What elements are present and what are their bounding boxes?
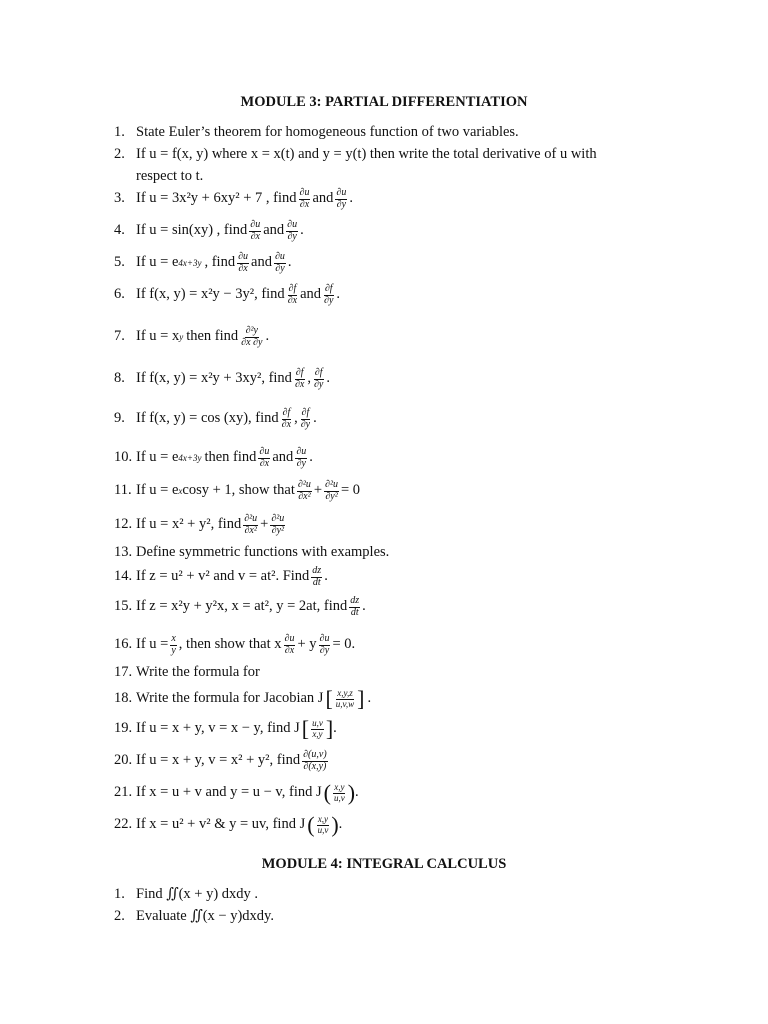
question-7: 7. If u = x y then find $\frac{\text{∂²y}}{\partial x \partial y}$ . xyxy=(114,325,270,348)
question-15: 15. If z = x²y + y²x, x = at², y = 2at, find $\frac{dz}{dt}$ . xyxy=(114,595,366,618)
question-2-continued: respect to t. xyxy=(136,168,204,184)
question-10: 10. If u = e 4x+3y then find $\frac{\partial u}{\partial x}$ and $\frac{\partial u}{\partial y}$ . xyxy=(114,446,313,469)
question-2: 2. If u = f(x, y) where x = x(t) and y = y(t) then write the total derivative of u with xyxy=(114,146,597,162)
question-8: 8. If f(x, y) = x²y + 3xy², find $\frac{\partial f}{\partial x}$ , $\frac{\partial f}{\partial y}$ . xyxy=(114,367,330,390)
question-19: 19. If u = x + y, v = x − y, find J [ $\frac{u,v}{x,y}$ ] . xyxy=(114,716,337,741)
question-22: 22. If x = u² + v² & y = uv, find J ( $\frac{x,y}{u,v}$ ) . xyxy=(114,812,343,837)
module4-title: MODULE 4: INTEGRAL CALCULUS xyxy=(261,856,507,872)
module4-question-2: 2. Evaluate ∬(x − y)dxdy. xyxy=(114,908,274,924)
fraction: $\frac{\partial u}{\partial y}$ xyxy=(336,187,347,210)
question-16: 16. If u = $\frac{x}{y}$ , then show that x $\frac{\partial u}{\partial x}$ + y $\frac{\partial u}{\partial y}$ = 0. xyxy=(114,633,356,656)
fraction: $\frac{\partial u}{\partial x}$ xyxy=(299,187,310,210)
question-1: 1. State Euler’s theorem for homogeneous function of two variables. xyxy=(114,124,519,140)
question-9: 9. If f(x, y) = cos (xy), find $\frac{\partial f}{\partial x}$ , $\frac{\partial f}{\partial y}$ . xyxy=(114,407,317,430)
question-21: 21. If x = u + v and y = u − v, find J ( $\frac{x,y}{u,v}$ ) . xyxy=(114,780,359,805)
question-3: 3. If u = 3x²y + 6xy² + 7 , find $\frac{\partial u}{\partial x}$ and $\frac{\partial u}{\partial y}$ . xyxy=(114,187,353,210)
question-4: 4. If u = sin(xy) , find $\frac{\partial u}{\partial x}$ and $\frac{\partial u}{\partial y}$ . xyxy=(114,219,304,242)
question-14: 14. If z = u² + v² and v = at². Find $\frac{dz}{dt}$ . xyxy=(114,565,328,588)
question-6: 6. If f(x, y) = x²y − 3y², find $\frac{\partial f}{\partial x}$ and $\frac{\partial f}{\partial y}$ . xyxy=(114,283,341,306)
module3-title: MODULE 3: PARTIAL DIFFERENTIATION xyxy=(240,94,528,110)
question-20: 20. If u = x + y, v = x² + y², find $\frac{\partial(u,v)}{\partial(x,y)}$ xyxy=(114,749,327,772)
question-12: 12. If u = x² + y², find $\frac{\text{∂²u}}{\text{∂x²}}$ + $\frac{\text{∂²u}}{\text{∂y²}}$ xyxy=(114,513,285,536)
module4-question-1: 1. Find ∬(x + y) dxdy . xyxy=(114,886,259,902)
question-5: 5. If u = e 4x+3y , find $\frac{\partial u}{\partial x}$ and $\frac{\partial u}{\partial y}$ . xyxy=(114,251,292,274)
question-11: 11. If u = e x cosy + 1, show that $\frac{\text{∂²u}}{\text{∂x²}}$ + $\frac{\text{∂²u}}{\text{∂y²}}$ = 0 xyxy=(114,479,361,502)
question-13: 13. Define symmetric functions with examples. xyxy=(114,544,390,560)
question-17: 17. Write the formula for xyxy=(114,664,260,680)
question-18: 18. Write the formula for Jacobian J [ $\frac{x,y,z}{u,v,w}$ ] . xyxy=(114,686,372,711)
